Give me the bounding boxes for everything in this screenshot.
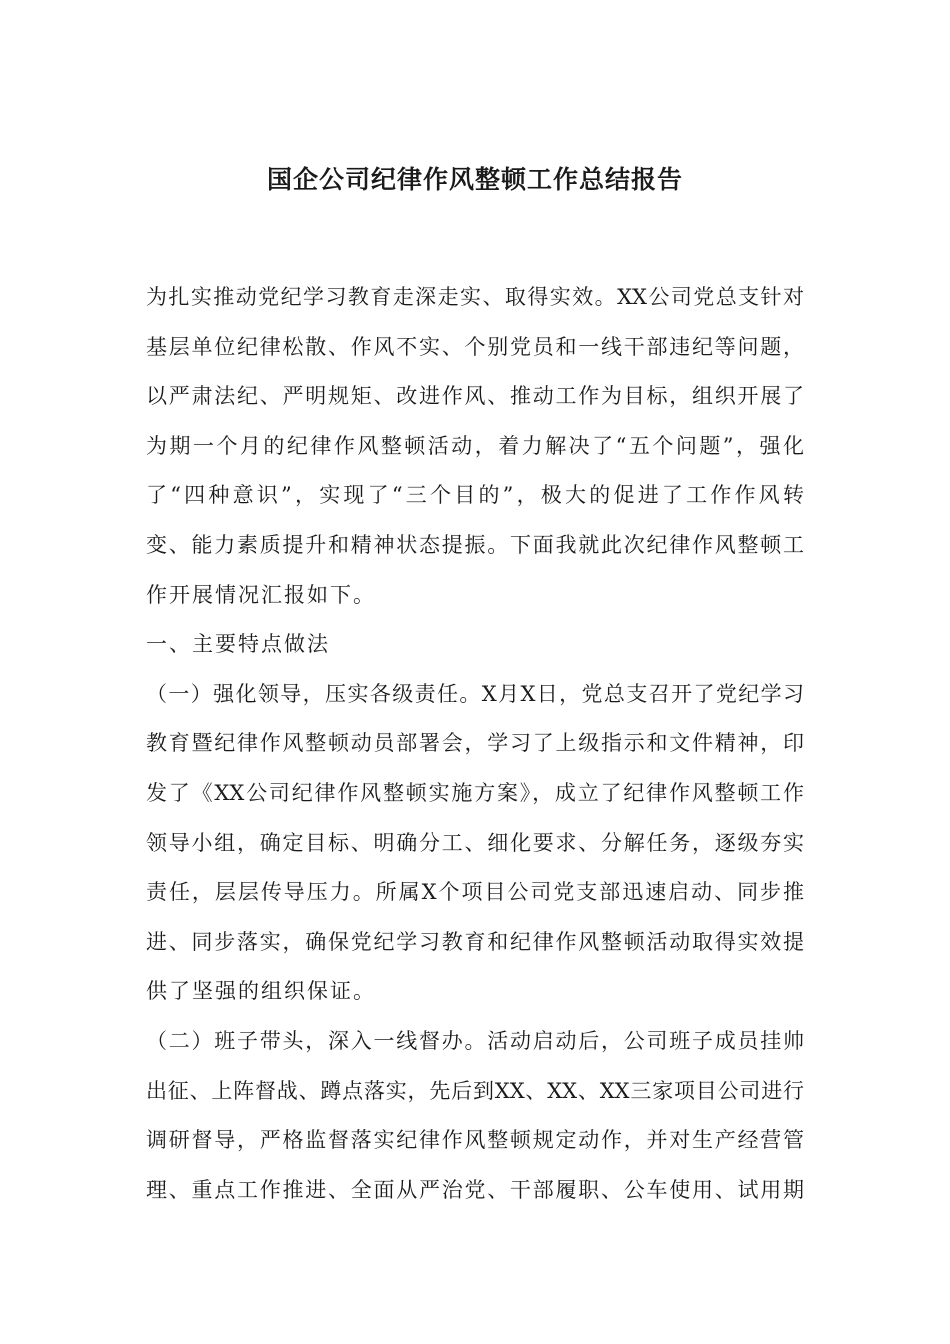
body-text-line: 作开展情况汇报如下。 bbox=[146, 582, 376, 607]
body-text-line: 调研督导，严格监督落实纪律作风整顿规定动作，并对生产经营管 bbox=[146, 1128, 804, 1153]
body-text-line: 教育暨纪律作风整顿动员部署会，学习了上级指示和文件精神，印 bbox=[146, 731, 804, 756]
body-text-line: 出征、上阵督战、蹲点落实，先后到XX、XX、XX三家项目公司进行 bbox=[146, 1078, 804, 1103]
body-text-line: 理、重点工作推进、全面从严治党、干部履职、公车使用、试用期 bbox=[146, 1177, 804, 1202]
body-text-line: （二）班子带头，深入一线督办。活动启动后，公司班子成员挂帅 bbox=[146, 1029, 804, 1053]
body-text-line: 以严肃法纪、严明规矩、改进作风、推动工作为目标，组织开展了 bbox=[146, 384, 804, 409]
body-text-line: 领导小组，确定目标、明确分工、细化要求、分解任务，逐级夯实 bbox=[146, 830, 804, 855]
body-text-line: 发了《XX公司纪律作风整顿实施方案》，成立了纪律作风整顿工作 bbox=[146, 781, 804, 805]
body-text-line: 了“四种意识”，实现了“三个目的”，极大的促进了工作作风转 bbox=[146, 483, 804, 508]
body-text-line: 供了坚强的组织保证。 bbox=[146, 979, 376, 1004]
body-text-line: 为扎实推动党纪学习教育走深走实、取得实效。XX公司党总支针对 bbox=[146, 285, 804, 309]
body-text-line: 一、主要特点做法 bbox=[146, 632, 330, 657]
body-text-line: 责任，层层传导压力。所属X个项目公司党支部迅速启动、同步推 bbox=[146, 880, 804, 905]
document-title: 国企公司纪律作风整顿工作总结报告 bbox=[266, 165, 683, 194]
body-text-line: 进、同步落实，确保党纪学习教育和纪律作风整顿活动取得实效提 bbox=[146, 929, 804, 954]
body-text-line: （一）强化领导，压实各级责任。X月X日，党总支召开了党纪学习 bbox=[146, 681, 804, 706]
body-text-line: 基层单位纪律松散、作风不实、个别党员和一线干部违纪等问题， bbox=[146, 334, 804, 359]
body-text-line: 为期一个月的纪律作风整顿活动，着力解决了“五个问题”，强化 bbox=[146, 433, 804, 458]
body-text-line: 变、能力素质提升和精神状态提振。下面我就此次纪律作风整顿工 bbox=[146, 533, 804, 557]
